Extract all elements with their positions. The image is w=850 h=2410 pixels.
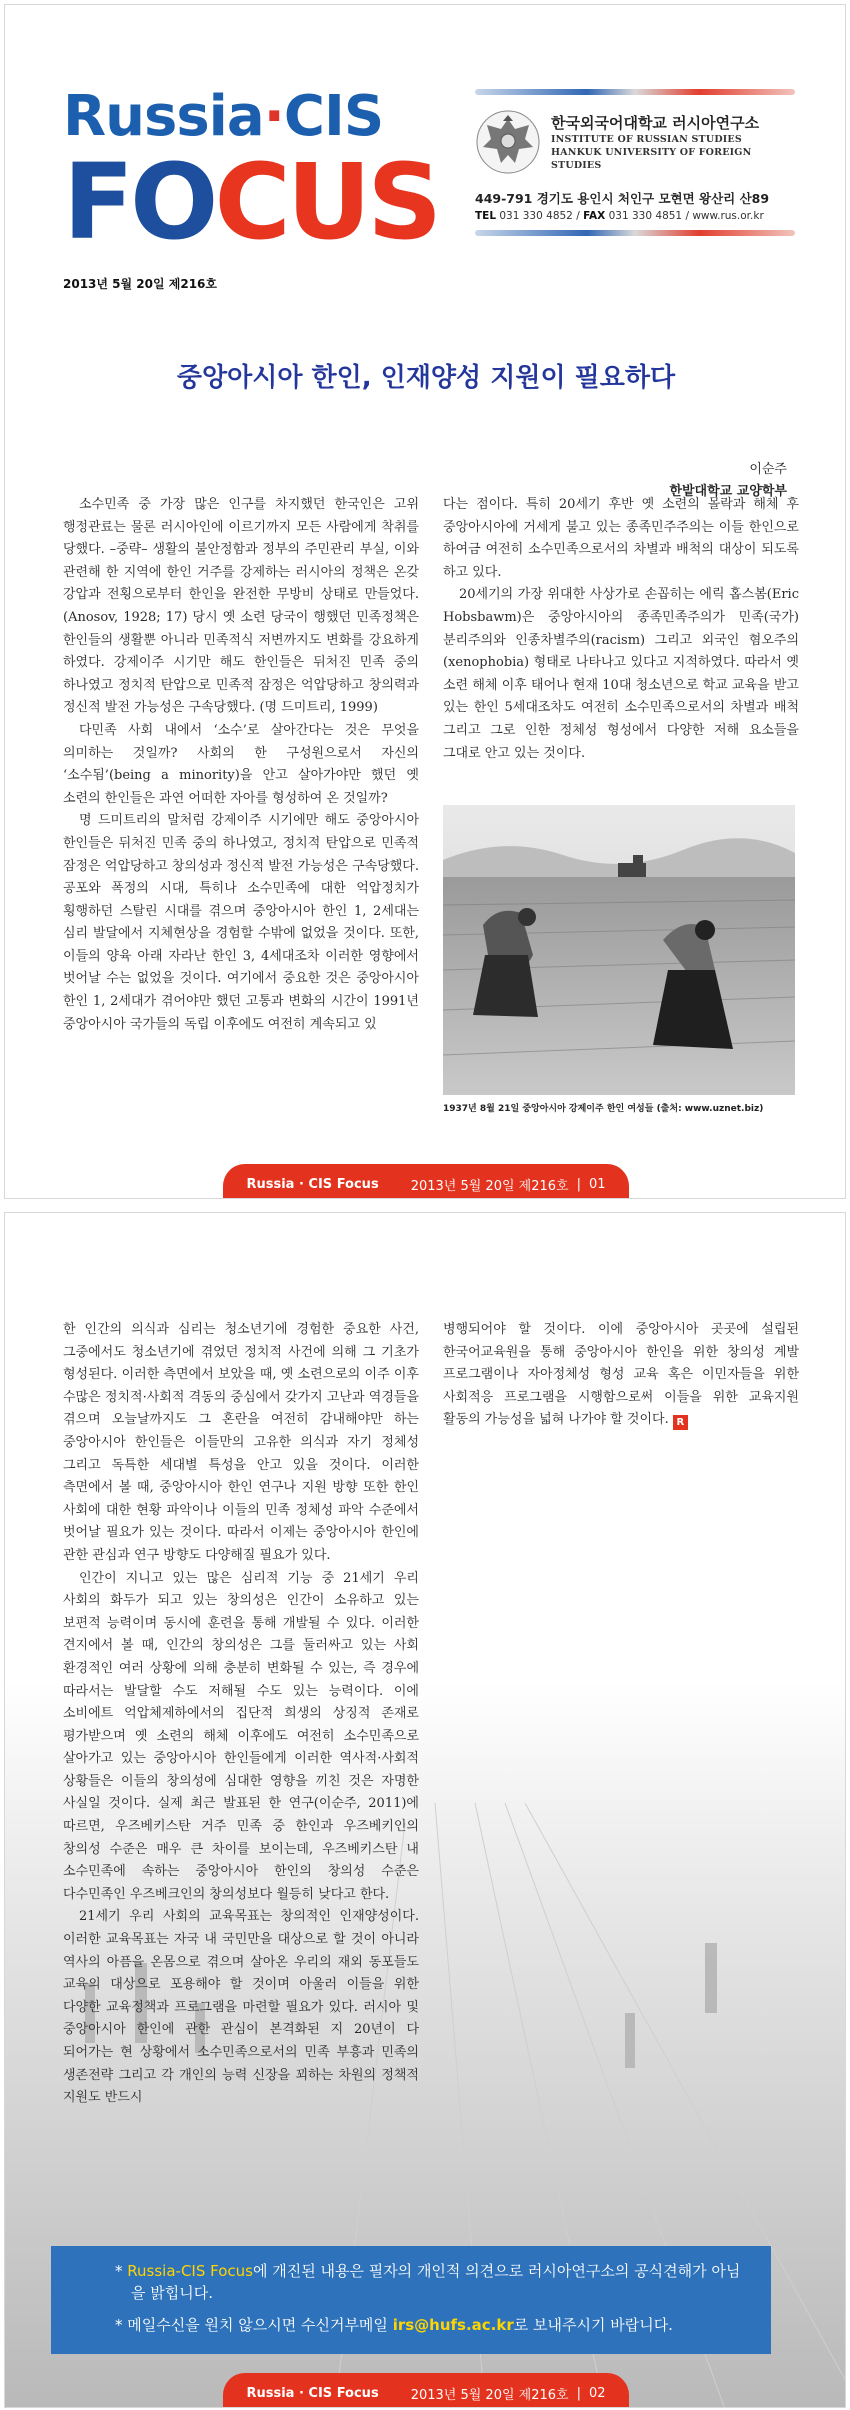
notice-text-1: 에 개진된 내용은 필자의 개인적 의견으로 러시아연구소의 공식견해가 아님을 밝힙니다.	[131, 2262, 741, 2302]
top-stripe	[475, 89, 795, 95]
page2-left-column	[63, 1319, 419, 2110]
bottom-stripe	[475, 230, 795, 236]
paragraph: 21세기 우리 사회의 교육목표는 창의적인 인재양성이다. 이러한 교육목표는 자국 내 국민만을 대상으로 할 것이 아니라 역사의 아픔을 온몸으로 겪으며 살아온 우리의 재외 동포들도 교육의 대상으로 포용해야 할 것이며 아울러 이들을 위한 다양한 교육정책과 프로그램을 마련할 필요가 있다. 러시아 및 중앙아시아 한인에 관한 관심이 본격화된 지 20년이 다 되어가는 현 상황에서 소수민족으로서의 민족 부흥과 민족의 생존전략 그리고 각 개인의 능력 신장을 꾀하는 차원의 정책적 지원도 반드시	[63, 1909, 419, 2106]
footer-page-number: 02	[588, 2385, 606, 2401]
paragraph: 한 인간의 의식과 심리는 청소년기에 경험한 중요한 사건, 그중에서도 청소년기에 겪었던 정치적 사건에 의해 그 기초가 형성된다. 이러한 측면에서 보았을 때, 옛 소련으로의 이주 이후 수많은 정치적·사회적 격동의 중심에서 갖가지 고난과 역경들을 겪으며 오늘날까지도 그 혼란을 여전히 감내해야만 하는 중앙아시아 한인들은 이들만의 고유한 의식과 자기 정체성 그리고 독특한 세대별 특성을 안고 있을 것이다. 이러한 측면에서 볼 때, 중앙아시아 한인 연구나 지원 방향 또한 한인 사회에 대한 현황 파악이나 이들의 민족 정체성 파악 수준에서 벗어날 필요가 있는 것이다. 따라서 이제는 중앙아시아 한인에 관한 관심과 연구 방향도 다양해질 필요가 있다.	[63, 1322, 419, 1563]
footer-separator: |	[576, 1176, 581, 1192]
institute-block	[475, 89, 795, 236]
logo-focus-letter: S	[367, 141, 439, 263]
footer-separator: |	[576, 2385, 581, 2401]
disclaimer-line-1	[115, 2260, 747, 2304]
notice-brand: Russia-CIS Focus	[127, 2262, 253, 2280]
page1-left-column	[63, 494, 419, 1036]
disclaimer-line-2	[115, 2314, 747, 2336]
institute-url[interactable]: www.rus.or.kr	[692, 210, 764, 222]
institute-name-kor: 한국외국어대학교 러시아연구소	[551, 114, 760, 132]
page-1	[4, 4, 846, 1199]
page1-right-column	[443, 494, 799, 765]
paragraph-text: 병행되어야 할 것이다. 이에 중앙아시아 곳곳에 설립된 한국어교육원을 통해 중앙아시아 한인을 위한 창의성 계발 프로그램이나 자아정체성 형성 교육 혹은 이민자들을 위한 사회적응 프로그램을 시행함으로써 이들을 위한 교육지원 활동의 가능성을 넓혀 나가야 할 것이다.	[443, 1322, 799, 1428]
photo-caption: 1937년 8월 21일 중앙아시아 강제이주 한인 여성들 (출처: www.uznet.biz)	[443, 1104, 764, 1114]
paragraph	[443, 1319, 799, 1432]
page-footer	[223, 1164, 629, 1199]
notice-text-2-pre: 메일수신을 원치 않으시면 수신거부메일	[127, 2316, 393, 2334]
paragraph: 다는 점이다. 특히 20세기 후반 옛 소련의 몰락과 해체 후 중앙아시아에 거세게 불고 있는 종족민주주의는 이들 한인으로 하여금 여전히 소수민족으로서의 차별과 배척의 대상이 되도록 하고 있다.	[443, 497, 799, 580]
logo-russia: Russia	[63, 84, 264, 149]
paragraph: 명 드미트리의 말처럼 강제이주 시기에만 해도 중앙아시아 한인들은 뒤처진 민족 중의 하나였고, 정치적 탄압으로 민족적 잠정은 억압당하고 창의성과 정신적 발전 가능성은 구속당했다. 공포와 폭정의 시대, 특히나 소수민족에 대한 억압정치가 횡행하던 스탈린 시대를 겪으며 중앙아시아 한인 1, 2세대는 심리 발달에서 지체현상을 경험할 수밖에 없었을 것이다. 또한, 이들의 양육 아래 자라난 한인 3, 4세대조차 이러한 영향에서 벗어날 수는 없었을 것이다. 여기에서 중요한 것은 중앙아시아 한인 1, 2세대가 겪어야만 했던 고통과 변화의 시간이 1991년 중앙아시아 국가들의 독립 이후에도 여전히 계속되고 있	[63, 813, 419, 1032]
logo-focus-letter: O	[130, 141, 215, 263]
eagle-emblem-icon	[475, 109, 541, 175]
footer-date: 2013년 5월 20일 제216호	[410, 1178, 569, 1194]
end-mark-icon: R	[673, 1415, 688, 1430]
tel-label: TEL	[475, 210, 497, 222]
logo-dot: ·	[263, 84, 284, 149]
page-footer	[223, 2373, 629, 2408]
tel-number: 031 330 4852	[499, 210, 573, 222]
footer-date: 2013년 5월 20일 제216호	[410, 2387, 569, 2403]
historical-photo	[443, 805, 795, 1095]
institute-name-en-1: INSTITUTE OF RUSSIAN STUDIES	[551, 134, 742, 145]
footer-page-number: 01	[588, 1176, 606, 1192]
paragraph: 다민족 사회 내에서 ‘소수’로 살아간다는 것은 무엇을 의미하는 것일까? 사회의 한 구성원으로서 자신의 ‘소수됨’(being a minority)을 안고 살아가야만 했던 옛 소련의 한인들은 과연 어떠한 자아를 형성하여 온 것일까?	[63, 722, 419, 806]
logo-focus-letter: U	[286, 141, 368, 263]
page-2	[4, 1212, 846, 2408]
fax-number: 031 330 4851	[608, 210, 683, 222]
unsubscribe-email-link[interactable]: irs@hufs.ac.kr	[392, 2316, 514, 2334]
disclaimer-box	[51, 2246, 771, 2354]
photo-women-planting	[443, 805, 795, 1095]
page2-right-column	[443, 1319, 799, 1432]
institute-address: 449-791 경기도 용인시 처인구 모현면 왕산리 산89	[475, 191, 770, 206]
paragraph: 소수민족 중 가장 많은 인구를 차지했던 한국인은 고위 행정관료는 물론 러시아인에 이르기까지 모든 사람에게 착취를 당했다. –중략– 생활의 불안정함과 정부의 주민관리 부실, 이와 관련해 한 지역에 한인 거주를 강제하는 러시아의 정책은 온갖 강압과 전횡으로부터 한인을 완전한 무방비 상태로 만들었다. (Anosov, 1928; 17) 당시 옛 소련 당국이 행했던 민족정책은 한인들의 생활뿐 아니라 민족적식 저변까지도 변화를 강요하게 하였다. 강제이주 시기만 해도 한인들은 뒤처진 민족 중의 하나였고 정치적 탄압으로 민족적 잠정은 억압당하고 창의력과 정신적 발전 가능성은 구속당했다. (명 드미트리, 1999)	[63, 497, 419, 716]
notice-text-2-post: 로 보내주시기 바랍니다.	[513, 2316, 673, 2334]
paragraph: 20세기의 가장 위대한 사상가로 손꼽히는 에릭 홉스봄(Eric Hobsbawm)은 중앙아시아의 종족민족주의가 민족(국가)분리주의와 인종차별주의(racism) 그리고 외국인 혐오주의(xenophobia) 형태로 나타나고 있다고 지적하였다. 따라서 옛 소련 해체 이후 태어나 현재 10대 청소년으로 학교 교육을 받고 있는 한인 5세대조차도 여전히 소수민족으로서의 차별과 배척 그리고 그로 인한 정체성 형성에서 다양한 저해 요소들을 그대로 안고 있는 것이다.	[443, 587, 799, 761]
russia-cis-focus-logo	[63, 84, 439, 267]
bullet: *	[115, 2262, 123, 2280]
fax-label: FAX	[583, 210, 606, 222]
author-affiliation: 한밭대학교 교양학부	[669, 484, 787, 499]
article-title: 중앙아시아 한인, 인재양성 지원이 필요하다	[176, 363, 676, 393]
logo-focus-letter: F	[63, 141, 131, 263]
paragraph: 인간이 지니고 있는 많은 심리적 기능 중 21세기 우리 사회의 화두가 되고 있는 창의성은 인간이 소유하고 있는 보편적 능력이며 동시에 훈련을 통해 개발될 수 있다. 이러한 견지에서 볼 때, 인간의 창의성은 그를 둘러싸고 있는 사회 환경적인 여러 상황에 의해 충분히 변화될 수 있는, 즉 경우에 따라서는 발달할 수도 저해될 수도 있는 능력이다. 이에 소비에트 억압체제하에서의 집단적 희생의 상징적 존재로 평가받으며 옛 소련의 해체 이후에도 여전히 소수민족으로 살아가고 있는 중앙아시아 한인들에게 이러한 역사적·사회적 상황들은 이들의 창의성에 심대한 영향을 끼친 것은 자명한 사실일 것이다. 실제 최근 발표된 한 연구(이순주, 2011)에 따르면, 우즈베키스탄 거주 민족 중 한인과 우즈베키인의 창의성 수준은 매우 큰 차이를 보이는데, 우즈베키스탄 내 소수민족에 속하는 중앙아시아 한인의 창의성 수준은 다수민족인 우즈베크인의 창의성보다 월등히 낮다고 한다.	[63, 1570, 419, 1902]
footer-brand: Russia · CIS Focus	[246, 1176, 379, 1192]
institute-contact: TEL 031 330 4852 / FAX 031 330 4851 / www.rus.or.kr	[475, 210, 764, 222]
bullet: *	[115, 2316, 123, 2334]
footer-brand: Russia · CIS Focus	[246, 2385, 379, 2401]
institute-name-en-2: HANKUK UNIVERSITY OF FOREIGN STUDIES	[551, 147, 752, 171]
issue-date: 2013년 5월 20일 제216호	[63, 277, 217, 291]
logo-focus	[63, 141, 439, 263]
logo-cis: CIS	[283, 84, 384, 149]
logo-focus-letter: C	[214, 141, 287, 263]
author-name: 이순주	[749, 462, 787, 477]
